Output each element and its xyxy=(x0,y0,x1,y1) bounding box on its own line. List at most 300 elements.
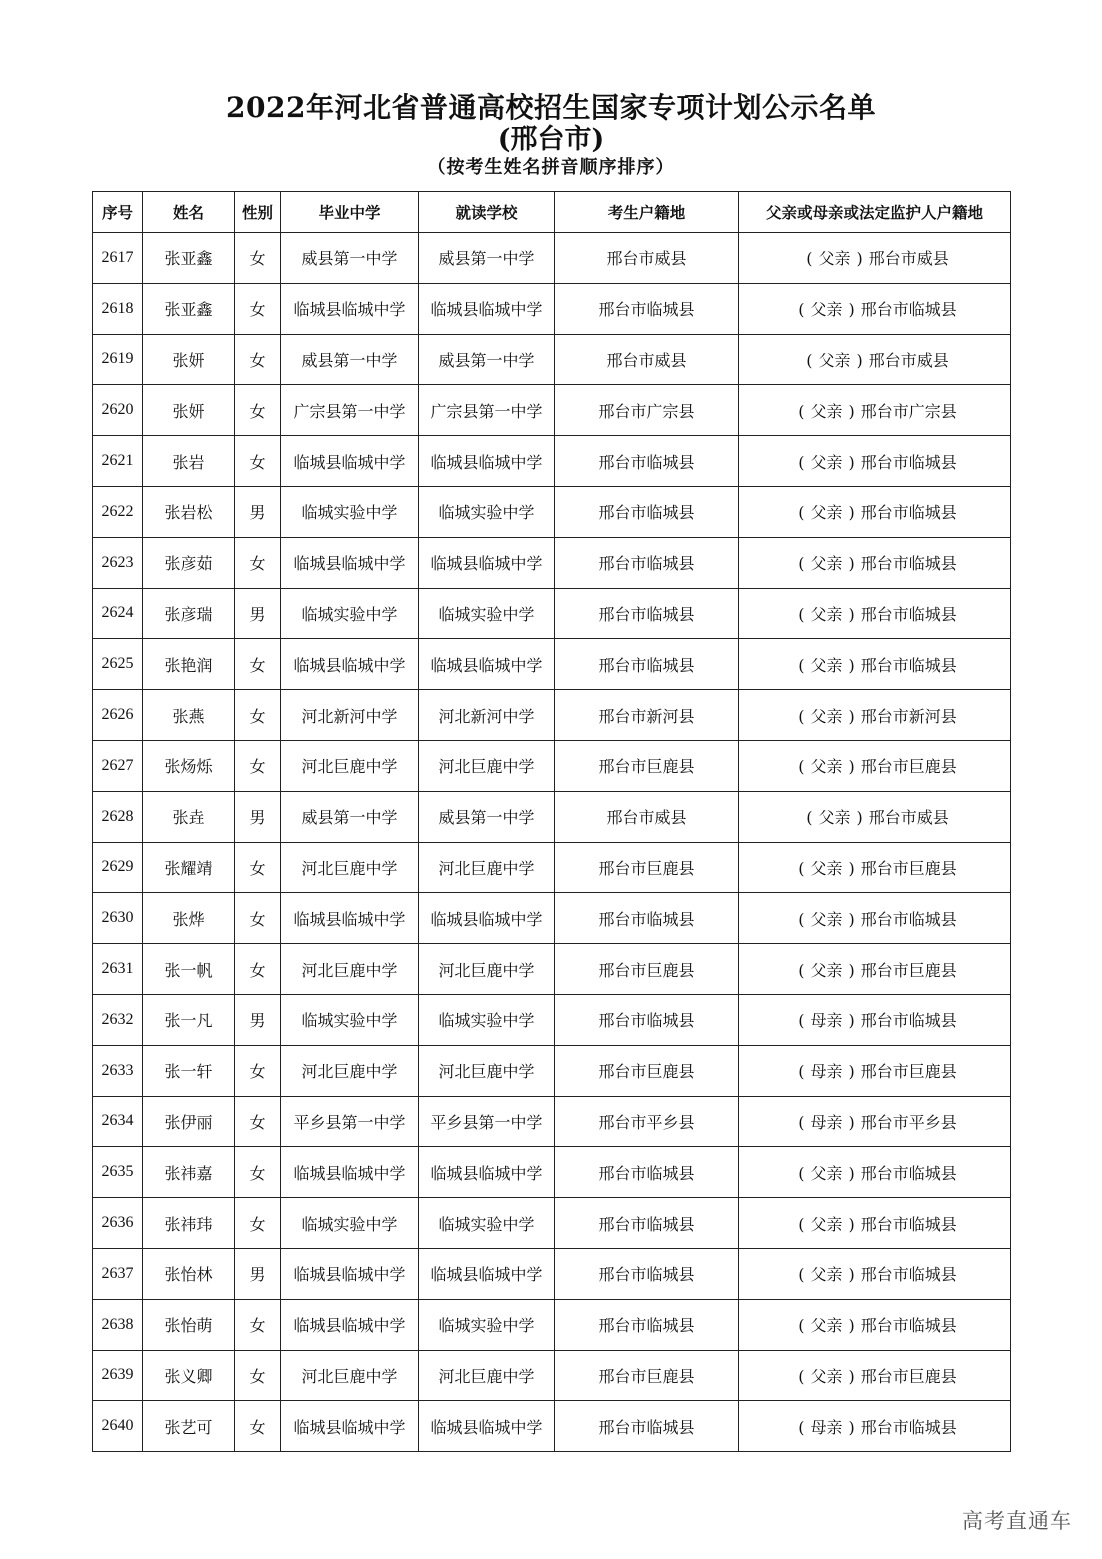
cell-graduation-school: 威县第一中学 xyxy=(281,233,419,284)
cell-current-school: 临城县临城中学 xyxy=(419,1248,555,1299)
guardian-hukou-value: 邢台市巨鹿县 xyxy=(860,1366,957,1386)
guardian-relation: 父亲 xyxy=(810,909,843,929)
guardian-relation: 母亲 xyxy=(810,1062,843,1082)
table-row xyxy=(93,1198,1011,1249)
roster-table xyxy=(92,191,1011,1452)
cell-graduation-school: 河北新河中学 xyxy=(281,690,419,741)
guardian-relation: 父亲 xyxy=(810,1265,843,1285)
table-row xyxy=(93,740,1011,791)
cell-current-school: 广宗县第一中学 xyxy=(419,385,555,436)
cell-current-school: 临城县临城中学 xyxy=(419,1401,555,1452)
open-paren: ( xyxy=(798,1366,805,1386)
cell-name: 张垚 xyxy=(143,791,235,842)
open-paren: ( xyxy=(798,604,805,624)
cell-serial: 2636 xyxy=(93,1198,143,1249)
cell-name: 张彦茹 xyxy=(143,537,235,588)
cell-student-hukou: 邢台市临城县 xyxy=(555,283,739,334)
guardian-hukou-value: 邢台市临城县 xyxy=(860,604,957,624)
cell-guardian-hukou xyxy=(739,486,1011,537)
table-row xyxy=(93,537,1011,588)
cell-serial: 2625 xyxy=(93,639,143,690)
cell-gender: 女 xyxy=(235,1096,281,1147)
table-row xyxy=(93,283,1011,334)
cell-name: 张艳润 xyxy=(143,639,235,690)
cell-student-hukou: 邢台市临城县 xyxy=(555,893,739,944)
guardian-relation: 父亲 xyxy=(818,249,851,269)
open-paren: ( xyxy=(798,1062,805,1082)
cell-current-school: 临城县临城中学 xyxy=(419,537,555,588)
cell-gender: 女 xyxy=(235,1147,281,1198)
table-row xyxy=(93,486,1011,537)
cell-serial: 2628 xyxy=(93,791,143,842)
close-paren: ) xyxy=(848,1417,855,1437)
cell-serial: 2630 xyxy=(93,893,143,944)
table-row xyxy=(93,842,1011,893)
cell-gender: 女 xyxy=(235,944,281,995)
cell-guardian-hukou xyxy=(739,385,1011,436)
cell-guardian-hukou xyxy=(739,1248,1011,1299)
cell-student-hukou: 邢台市临城县 xyxy=(555,1401,739,1452)
cell-student-hukou: 邢台市平乡县 xyxy=(555,1096,739,1147)
guardian-hukou-value: 邢台市临城县 xyxy=(860,503,957,523)
cell-student-hukou: 邢台市巨鹿县 xyxy=(555,740,739,791)
cell-graduation-school: 河北巨鹿中学 xyxy=(281,1350,419,1401)
cell-name: 张烨 xyxy=(143,893,235,944)
close-paren: ) xyxy=(848,909,855,929)
cell-gender: 女 xyxy=(235,690,281,741)
guardian-hukou-value: 邢台市威县 xyxy=(868,350,949,370)
cell-graduation-school: 威县第一中学 xyxy=(281,791,419,842)
cell-student-hukou: 邢台市广宗县 xyxy=(555,385,739,436)
header-student-hukou: 考生户籍地 xyxy=(555,192,739,233)
open-paren: ( xyxy=(798,452,805,472)
guardian-relation: 父亲 xyxy=(810,655,843,675)
cell-student-hukou: 邢台市巨鹿县 xyxy=(555,1350,739,1401)
guardian-relation: 母亲 xyxy=(810,1112,843,1132)
table-row xyxy=(93,639,1011,690)
cell-guardian-hukou xyxy=(739,893,1011,944)
guardian-relation: 父亲 xyxy=(810,1214,843,1234)
open-paren: ( xyxy=(798,1112,805,1132)
guardian-relation: 父亲 xyxy=(810,858,843,878)
table-row xyxy=(93,791,1011,842)
cell-serial: 2622 xyxy=(93,486,143,537)
cell-student-hukou: 邢台市巨鹿县 xyxy=(555,1045,739,1096)
cell-graduation-school: 广宗县第一中学 xyxy=(281,385,419,436)
open-paren: ( xyxy=(798,960,805,980)
cell-current-school: 临城实验中学 xyxy=(419,994,555,1045)
cell-name: 张燕 xyxy=(143,690,235,741)
header-graduation-school: 毕业中学 xyxy=(281,192,419,233)
close-paren: ) xyxy=(848,452,855,472)
cell-student-hukou: 邢台市临城县 xyxy=(555,994,739,1045)
cell-guardian-hukou xyxy=(739,639,1011,690)
guardian-hukou-value: 邢台市临城县 xyxy=(860,300,957,320)
guardian-hukou-value: 邢台市巨鹿县 xyxy=(860,960,957,980)
guardian-hukou-value: 邢台市临城县 xyxy=(860,554,957,574)
cell-current-school: 威县第一中学 xyxy=(419,233,555,284)
cell-gender: 女 xyxy=(235,385,281,436)
cell-graduation-school: 临城县临城中学 xyxy=(281,1401,419,1452)
cell-serial: 2632 xyxy=(93,994,143,1045)
close-paren: ) xyxy=(848,503,855,523)
cell-gender: 男 xyxy=(235,1248,281,1299)
cell-name: 张祎嘉 xyxy=(143,1147,235,1198)
document-subtitle: (邢台市) xyxy=(497,124,605,155)
table-header-row xyxy=(93,192,1011,233)
cell-guardian-hukou xyxy=(739,1147,1011,1198)
guardian-hukou-value: 邢台市临城县 xyxy=(860,655,957,675)
cell-current-school: 河北新河中学 xyxy=(419,690,555,741)
guardian-relation: 父亲 xyxy=(810,300,843,320)
cell-serial: 2619 xyxy=(93,334,143,385)
cell-graduation-school: 临城县临城中学 xyxy=(281,639,419,690)
open-paren: ( xyxy=(798,655,805,675)
guardian-relation: 父亲 xyxy=(810,1163,843,1183)
guardian-hukou-value: 邢台市广宗县 xyxy=(860,401,957,421)
table-body xyxy=(93,233,1011,1452)
cell-serial: 2620 xyxy=(93,385,143,436)
cell-graduation-school: 河北巨鹿中学 xyxy=(281,842,419,893)
table-row xyxy=(93,1350,1011,1401)
guardian-relation: 父亲 xyxy=(810,757,843,777)
cell-gender: 女 xyxy=(235,639,281,690)
cell-name: 张亚鑫 xyxy=(143,283,235,334)
cell-guardian-hukou xyxy=(739,1401,1011,1452)
cell-guardian-hukou xyxy=(739,1096,1011,1147)
cell-graduation-school: 河北巨鹿中学 xyxy=(281,740,419,791)
guardian-relation: 父亲 xyxy=(810,1366,843,1386)
cell-guardian-hukou xyxy=(739,690,1011,741)
guardian-hukou-value: 邢台市平乡县 xyxy=(860,1112,957,1132)
cell-student-hukou: 邢台市临城县 xyxy=(555,1147,739,1198)
cell-name: 张艺可 xyxy=(143,1401,235,1452)
cell-current-school: 河北巨鹿中学 xyxy=(419,1045,555,1096)
cell-name: 张祎玮 xyxy=(143,1198,235,1249)
table-row xyxy=(93,690,1011,741)
cell-student-hukou: 邢台市临城县 xyxy=(555,588,739,639)
guardian-hukou-value: 邢台市临城县 xyxy=(860,1163,957,1183)
cell-gender: 女 xyxy=(235,1198,281,1249)
guardian-hukou-value: 邢台市临城县 xyxy=(860,909,957,929)
close-paren: ) xyxy=(848,604,855,624)
close-paren: ) xyxy=(848,1112,855,1132)
guardian-relation: 母亲 xyxy=(810,1011,843,1031)
open-paren: ( xyxy=(798,300,805,320)
cell-guardian-hukou xyxy=(739,334,1011,385)
cell-serial: 2626 xyxy=(93,690,143,741)
cell-gender: 女 xyxy=(235,893,281,944)
cell-gender: 男 xyxy=(235,486,281,537)
cell-graduation-school: 临城实验中学 xyxy=(281,994,419,1045)
cell-name: 张彦瑞 xyxy=(143,588,235,639)
cell-graduation-school: 临城县临城中学 xyxy=(281,893,419,944)
guardian-relation: 父亲 xyxy=(810,452,843,472)
open-paren: ( xyxy=(798,858,805,878)
cell-name: 张一凡 xyxy=(143,994,235,1045)
table-row xyxy=(93,436,1011,487)
close-paren: ) xyxy=(848,1366,855,1386)
cell-graduation-school: 河北巨鹿中学 xyxy=(281,1045,419,1096)
close-paren: ) xyxy=(848,1011,855,1031)
cell-graduation-school: 威县第一中学 xyxy=(281,334,419,385)
close-paren: ) xyxy=(848,757,855,777)
cell-gender: 女 xyxy=(235,537,281,588)
cell-guardian-hukou xyxy=(739,588,1011,639)
table-row xyxy=(93,994,1011,1045)
close-paren: ) xyxy=(848,1316,855,1336)
cell-graduation-school: 临城实验中学 xyxy=(281,1198,419,1249)
cell-serial: 2627 xyxy=(93,740,143,791)
cell-student-hukou: 邢台市临城县 xyxy=(555,1248,739,1299)
close-paren: ) xyxy=(856,808,863,828)
header-name: 姓名 xyxy=(143,192,235,233)
open-paren: ( xyxy=(806,350,813,370)
cell-current-school: 临城实验中学 xyxy=(419,1198,555,1249)
guardian-hukou-value: 邢台市临城县 xyxy=(860,1265,957,1285)
open-paren: ( xyxy=(798,706,805,726)
cell-name: 张耀靖 xyxy=(143,842,235,893)
cell-serial: 2640 xyxy=(93,1401,143,1452)
open-paren: ( xyxy=(806,249,813,269)
watermark: 高考直通车 xyxy=(962,1509,1072,1533)
header-gender: 性别 xyxy=(235,192,281,233)
close-paren: ) xyxy=(848,1062,855,1082)
cell-name: 张一轩 xyxy=(143,1045,235,1096)
cell-graduation-school: 临城县临城中学 xyxy=(281,436,419,487)
cell-name: 张炀烁 xyxy=(143,740,235,791)
guardian-relation: 父亲 xyxy=(810,604,843,624)
cell-serial: 2621 xyxy=(93,436,143,487)
cell-gender: 男 xyxy=(235,588,281,639)
cell-current-school: 河北巨鹿中学 xyxy=(419,944,555,995)
cell-guardian-hukou xyxy=(739,537,1011,588)
cell-guardian-hukou xyxy=(739,791,1011,842)
guardian-hukou-value: 邢台市巨鹿县 xyxy=(860,1062,957,1082)
cell-student-hukou: 邢台市临城县 xyxy=(555,1198,739,1249)
guardian-hukou-value: 邢台市临城县 xyxy=(860,1316,957,1336)
cell-current-school: 河北巨鹿中学 xyxy=(419,1350,555,1401)
cell-graduation-school: 临城实验中学 xyxy=(281,588,419,639)
cell-current-school: 临城县临城中学 xyxy=(419,436,555,487)
close-paren: ) xyxy=(848,1214,855,1234)
guardian-hukou-value: 邢台市新河县 xyxy=(860,706,957,726)
cell-current-school: 临城县临城中学 xyxy=(419,639,555,690)
cell-student-hukou: 邢台市临城县 xyxy=(555,639,739,690)
guardian-hukou-value: 邢台市威县 xyxy=(868,249,949,269)
cell-student-hukou: 邢台市威县 xyxy=(555,791,739,842)
close-paren: ) xyxy=(848,1163,855,1183)
cell-name: 张妍 xyxy=(143,385,235,436)
cell-graduation-school: 临城县临城中学 xyxy=(281,283,419,334)
open-paren: ( xyxy=(798,909,805,929)
open-paren: ( xyxy=(806,808,813,828)
guardian-relation: 父亲 xyxy=(818,808,851,828)
open-paren: ( xyxy=(798,1214,805,1234)
cell-current-school: 临城实验中学 xyxy=(419,486,555,537)
cell-graduation-school: 临城县临城中学 xyxy=(281,537,419,588)
cell-graduation-school: 河北巨鹿中学 xyxy=(281,944,419,995)
table-row xyxy=(93,893,1011,944)
cell-graduation-school: 临城县临城中学 xyxy=(281,1147,419,1198)
guardian-relation: 父亲 xyxy=(818,350,851,370)
guardian-relation: 父亲 xyxy=(810,503,843,523)
cell-name: 张岩 xyxy=(143,436,235,487)
close-paren: ) xyxy=(848,554,855,574)
open-paren: ( xyxy=(798,1316,805,1336)
table-row xyxy=(93,1096,1011,1147)
cell-gender: 女 xyxy=(235,1045,281,1096)
cell-guardian-hukou xyxy=(739,994,1011,1045)
table-row xyxy=(93,334,1011,385)
table-row xyxy=(93,233,1011,284)
guardian-hukou-value: 邢台市威县 xyxy=(868,808,949,828)
cell-name: 张妍 xyxy=(143,334,235,385)
cell-graduation-school: 临城县临城中学 xyxy=(281,1299,419,1350)
cell-gender: 女 xyxy=(235,334,281,385)
cell-student-hukou: 邢台市威县 xyxy=(555,233,739,284)
table-row xyxy=(93,385,1011,436)
cell-current-school: 临城实验中学 xyxy=(419,588,555,639)
cell-guardian-hukou xyxy=(739,1045,1011,1096)
cell-guardian-hukou xyxy=(739,842,1011,893)
close-paren: ) xyxy=(848,858,855,878)
open-paren: ( xyxy=(798,757,805,777)
cell-guardian-hukou xyxy=(739,233,1011,284)
table-row xyxy=(93,1147,1011,1198)
cell-serial: 2634 xyxy=(93,1096,143,1147)
cell-serial: 2639 xyxy=(93,1350,143,1401)
guardian-relation: 父亲 xyxy=(810,960,843,980)
cell-name: 张伊丽 xyxy=(143,1096,235,1147)
cell-graduation-school: 临城实验中学 xyxy=(281,486,419,537)
cell-serial: 2635 xyxy=(93,1147,143,1198)
cell-name: 张一帆 xyxy=(143,944,235,995)
cell-gender: 女 xyxy=(235,842,281,893)
cell-graduation-school: 临城县临城中学 xyxy=(281,1248,419,1299)
cell-student-hukou: 邢台市巨鹿县 xyxy=(555,944,739,995)
header-guardian-hukou: 父亲或母亲或法定监护人户籍地 xyxy=(739,192,1011,233)
close-paren: ) xyxy=(856,350,863,370)
header-current-school: 就读学校 xyxy=(419,192,555,233)
cell-current-school: 河北巨鹿中学 xyxy=(419,740,555,791)
cell-gender: 女 xyxy=(235,233,281,284)
close-paren: ) xyxy=(848,655,855,675)
cell-gender: 女 xyxy=(235,1299,281,1350)
table-row xyxy=(93,1299,1011,1350)
cell-serial: 2623 xyxy=(93,537,143,588)
cell-serial: 2633 xyxy=(93,1045,143,1096)
cell-serial: 2624 xyxy=(93,588,143,639)
cell-gender: 男 xyxy=(235,791,281,842)
open-paren: ( xyxy=(798,1163,805,1183)
cell-guardian-hukou xyxy=(739,1198,1011,1249)
guardian-relation: 父亲 xyxy=(810,706,843,726)
guardian-relation: 父亲 xyxy=(810,1316,843,1336)
cell-guardian-hukou xyxy=(739,436,1011,487)
cell-gender: 男 xyxy=(235,994,281,1045)
cell-student-hukou: 邢台市临城县 xyxy=(555,436,739,487)
cell-guardian-hukou xyxy=(739,944,1011,995)
cell-name: 张怡萌 xyxy=(143,1299,235,1350)
cell-gender: 女 xyxy=(235,283,281,334)
cell-student-hukou: 邢台市临城县 xyxy=(555,1299,739,1350)
cell-guardian-hukou xyxy=(739,1299,1011,1350)
cell-student-hukou: 邢台市临城县 xyxy=(555,486,739,537)
cell-name: 张怡林 xyxy=(143,1248,235,1299)
cell-current-school: 威县第一中学 xyxy=(419,334,555,385)
table-row xyxy=(93,1401,1011,1452)
cell-serial: 2637 xyxy=(93,1248,143,1299)
document-title: 2022年河北省普通高校招生国家专项计划公示名单 xyxy=(226,91,876,124)
open-paren: ( xyxy=(798,554,805,574)
cell-name: 张岩松 xyxy=(143,486,235,537)
close-paren: ) xyxy=(848,401,855,421)
cell-current-school: 临城县临城中学 xyxy=(419,893,555,944)
cell-serial: 2617 xyxy=(93,233,143,284)
table-row xyxy=(93,588,1011,639)
guardian-hukou-value: 邢台市临城县 xyxy=(860,1011,957,1031)
cell-serial: 2638 xyxy=(93,1299,143,1350)
cell-student-hukou: 邢台市临城县 xyxy=(555,537,739,588)
open-paren: ( xyxy=(798,401,805,421)
guardian-hukou-value: 邢台市临城县 xyxy=(860,1417,957,1437)
guardian-hukou-value: 邢台市临城县 xyxy=(860,1214,957,1234)
close-paren: ) xyxy=(848,706,855,726)
guardian-hukou-value: 邢台市临城县 xyxy=(860,452,957,472)
cell-serial: 2618 xyxy=(93,283,143,334)
cell-graduation-school: 平乡县第一中学 xyxy=(281,1096,419,1147)
cell-serial: 2631 xyxy=(93,944,143,995)
cell-guardian-hukou xyxy=(739,283,1011,334)
cell-current-school: 平乡县第一中学 xyxy=(419,1096,555,1147)
cell-current-school: 河北巨鹿中学 xyxy=(419,842,555,893)
cell-student-hukou: 邢台市新河县 xyxy=(555,690,739,741)
cell-name: 张义卿 xyxy=(143,1350,235,1401)
cell-student-hukou: 邢台市威县 xyxy=(555,334,739,385)
cell-guardian-hukou xyxy=(739,1350,1011,1401)
guardian-relation: 母亲 xyxy=(810,1417,843,1437)
close-paren: ) xyxy=(848,960,855,980)
cell-current-school: 临城实验中学 xyxy=(419,1299,555,1350)
cell-current-school: 临城县临城中学 xyxy=(419,1147,555,1198)
close-paren: ) xyxy=(848,300,855,320)
cell-gender: 女 xyxy=(235,1401,281,1452)
open-paren: ( xyxy=(798,1011,805,1031)
cell-gender: 女 xyxy=(235,740,281,791)
open-paren: ( xyxy=(798,1265,805,1285)
cell-guardian-hukou xyxy=(739,740,1011,791)
cell-gender: 女 xyxy=(235,1350,281,1401)
cell-gender: 女 xyxy=(235,436,281,487)
guardian-hukou-value: 邢台市巨鹿县 xyxy=(860,757,957,777)
cell-serial: 2629 xyxy=(93,842,143,893)
cell-student-hukou: 邢台市巨鹿县 xyxy=(555,842,739,893)
table-row xyxy=(93,1248,1011,1299)
guardian-relation: 父亲 xyxy=(810,554,843,574)
cell-current-school: 临城县临城中学 xyxy=(419,283,555,334)
sort-note: （按考生姓名拼音顺序排序） xyxy=(427,157,675,178)
cell-name: 张亚鑫 xyxy=(143,233,235,284)
cell-current-school: 威县第一中学 xyxy=(419,791,555,842)
table-row xyxy=(93,1045,1011,1096)
guardian-relation: 父亲 xyxy=(810,401,843,421)
open-paren: ( xyxy=(798,503,805,523)
header-serial: 序号 xyxy=(93,192,143,233)
table-row xyxy=(93,944,1011,995)
close-paren: ) xyxy=(848,1265,855,1285)
open-paren: ( xyxy=(798,1417,805,1437)
